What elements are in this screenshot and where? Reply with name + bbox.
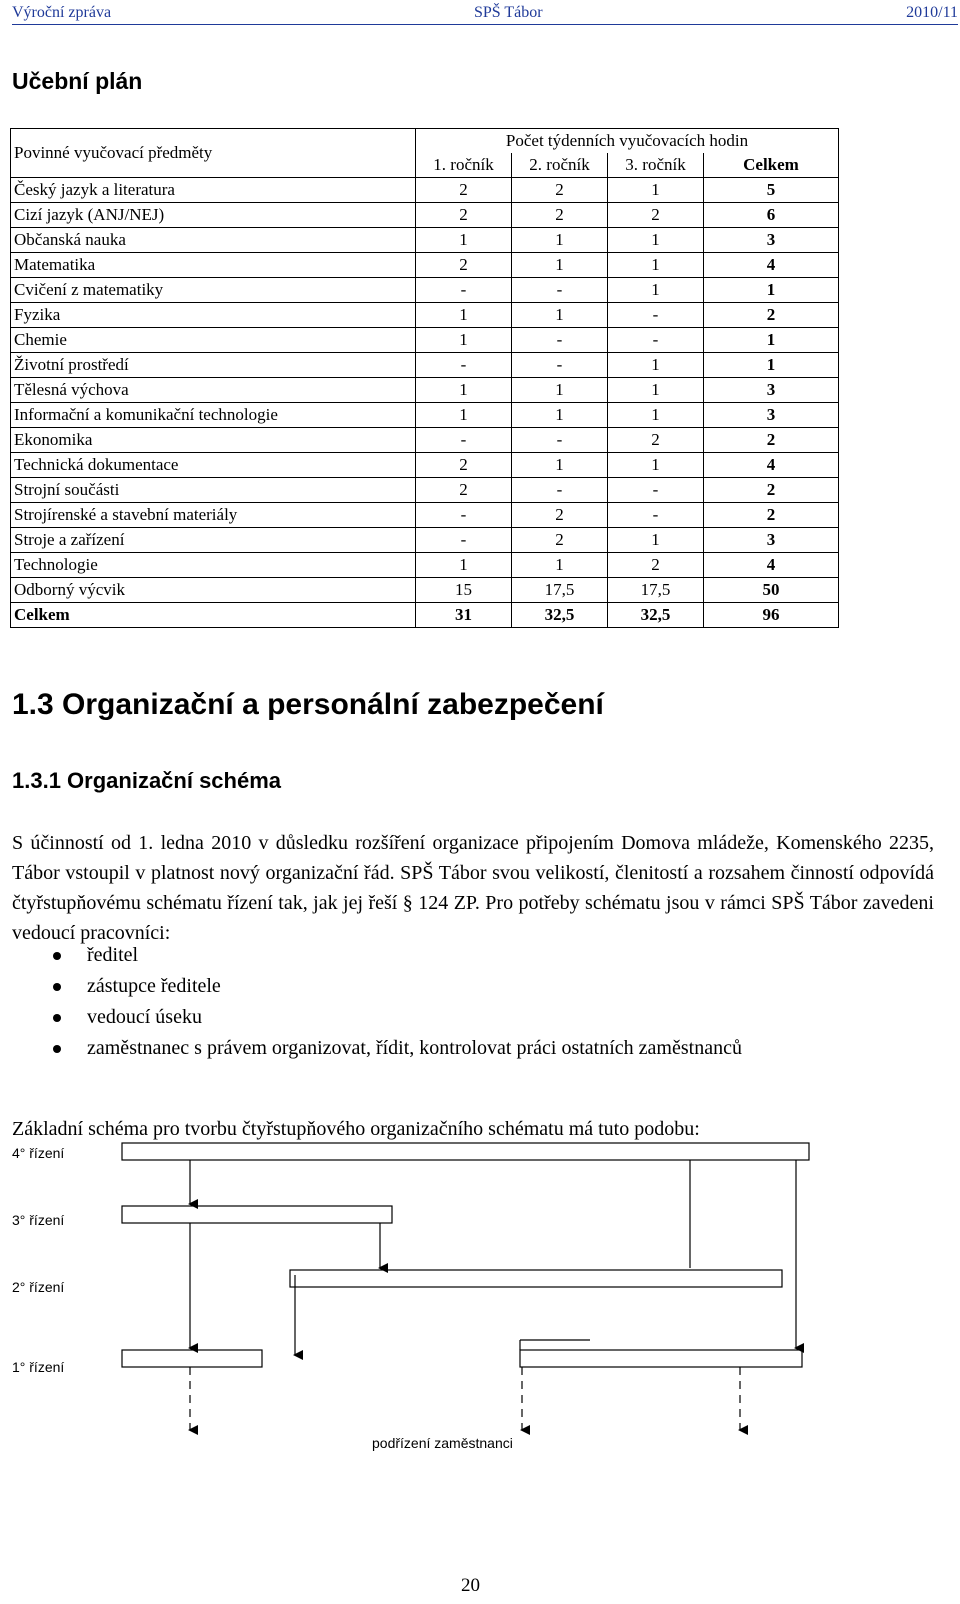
year-1-cell: 1 [416, 328, 512, 353]
year-2-cell: - [512, 278, 608, 303]
year-2-cell: 1 [512, 453, 608, 478]
year-3-cell: 1 [608, 353, 704, 378]
bullet-icon [53, 1045, 61, 1053]
intro-paragraph: S účinností od 1. ledna 2010 v důsledku rozšíření organizace připojením Domova mládeže, Komenského 2235, Tábor vstoupil v platnost nový organizační řád. SPŠ Tábor svou velikostí, členitostí a rozsahem činností odpovídá čtyřstupňovému schématu řízení tak, jak jej řeší § 124 ZP. Pro potřeby schématu jsou v rámci SPŠ Tábor zavedeni vedoucí pracovníci: [12, 832, 934, 944]
year-1-cell: - [416, 278, 512, 303]
bullet-icon [53, 1014, 61, 1022]
total-cell: 5 [704, 178, 839, 203]
year-1-cell: 31 [416, 603, 512, 628]
year-2-cell: - [512, 478, 608, 503]
year-2-cell: - [512, 328, 608, 353]
subject-cell: Ekonomika [11, 428, 416, 453]
year-1-cell: 1 [416, 378, 512, 403]
total-cell: 2 [704, 478, 839, 503]
year-3-cell: 2 [608, 428, 704, 453]
subject-cell: Strojírenské a stavební materiály [11, 503, 416, 528]
total-cell: 50 [704, 578, 839, 603]
year-1-cell: 15 [416, 578, 512, 603]
subsection-heading: 1.3.1 Organizační schéma [12, 768, 282, 793]
total-cell: 2 [704, 303, 839, 328]
year-1-cell: 1 [416, 228, 512, 253]
year-2-cell: 2 [512, 528, 608, 553]
year-1-cell: 1 [416, 303, 512, 328]
table-row [11, 478, 839, 503]
subordinates-label: podřízení zaměstnanci [372, 1435, 513, 1451]
table-row [11, 203, 839, 228]
year-3-cell: 2 [608, 203, 704, 228]
subject-cell: Chemie [11, 328, 416, 353]
table-row [11, 253, 839, 278]
year-2-cell: 1 [512, 253, 608, 278]
role-label: ředitel [87, 944, 139, 966]
year-1-cell: 1 [416, 403, 512, 428]
table-row [11, 553, 839, 578]
total-cell: 2 [704, 428, 839, 453]
total-cell: 4 [704, 253, 839, 278]
subject-cell: Celkem [11, 603, 416, 628]
year-2-cell: 2 [512, 178, 608, 203]
year-3-cell: 1 [608, 378, 704, 403]
year-2-cell: 1 [512, 303, 608, 328]
year-1-cell: - [416, 528, 512, 553]
header-year: 2010/11 [906, 4, 958, 21]
total-cell: 2 [704, 503, 839, 528]
subject-cell: Občanská nauka [11, 228, 416, 253]
total-cell: 6 [704, 203, 839, 228]
subject-cell: Tělesná výchova [11, 378, 416, 403]
year-1-cell: - [416, 353, 512, 378]
year-3-cell: 1 [608, 178, 704, 203]
list-item [12, 940, 742, 971]
year-2-cell: 2 [512, 203, 608, 228]
total-cell: 4 [704, 453, 839, 478]
table-row [11, 353, 839, 378]
total-cell: 1 [704, 328, 839, 353]
year-3-cell: - [608, 303, 704, 328]
year-2-cell: 1 [512, 403, 608, 428]
table-row [11, 503, 839, 528]
header-school: SPŠ Tábor [474, 4, 543, 21]
role-label: zaměstnanec s právem organizovat, řídit, kontrolovat práci ostatních zaměstnanců [87, 1037, 742, 1059]
subject-cell: Technologie [11, 553, 416, 578]
year-3-cell: - [608, 503, 704, 528]
list-item [12, 1033, 742, 1064]
year-3-cell: 1 [608, 528, 704, 553]
year-1-cell: 2 [416, 178, 512, 203]
year-2-cell: 1 [512, 378, 608, 403]
year-2-cell: - [512, 428, 608, 453]
bullet-icon [53, 952, 61, 960]
level-2-label: 2° řízení [12, 1279, 65, 1295]
year-2-cell: - [512, 353, 608, 378]
subject-cell: Životní prostředí [11, 353, 416, 378]
year-3-cell: - [608, 478, 704, 503]
list-item [12, 971, 742, 1002]
year-3-cell: 1 [608, 253, 704, 278]
year-3-cell: - [608, 328, 704, 353]
total-cell: 4 [704, 553, 839, 578]
year-3-cell: 32,5 [608, 603, 704, 628]
year-1-cell: 2 [416, 478, 512, 503]
level-4-label: 4° řízení [12, 1145, 65, 1161]
year-2-cell: 17,5 [512, 578, 608, 603]
table-row [11, 303, 839, 328]
total-row [11, 603, 839, 628]
year-2-cell: 32,5 [512, 603, 608, 628]
year-3-cell: 2 [608, 553, 704, 578]
role-label: vedoucí úseku [87, 1006, 202, 1028]
year-1-cell: 2 [416, 453, 512, 478]
level-4-box [122, 1143, 809, 1160]
page-header [12, 4, 960, 24]
level-1-box-right [520, 1350, 802, 1367]
year-2-cell: 1 [512, 228, 608, 253]
subject-cell: Odborný výcvik [11, 578, 416, 603]
subject-cell: Strojní součásti [11, 478, 416, 503]
curriculum-title: Učební plán [12, 68, 143, 94]
roles-list [12, 940, 742, 1064]
total-cell: 3 [704, 378, 839, 403]
table-row [11, 453, 839, 478]
total-cell: 3 [704, 403, 839, 428]
table-row [11, 403, 839, 428]
curriculum-table [10, 128, 839, 628]
page-number: 20 [461, 1575, 480, 1596]
table-row [11, 278, 839, 303]
year-2-cell: 1 [512, 553, 608, 578]
bullet-icon [53, 983, 61, 991]
subject-cell: Matematika [11, 253, 416, 278]
subject-cell: Cizí jazyk (ANJ/NEJ) [11, 203, 416, 228]
year-1-cell: 2 [416, 203, 512, 228]
role-label: zástupce ředitele [87, 975, 221, 997]
schema-intro-text: Základní schéma pro tvorbu čtyřstupňového organizačního schématu má tuto podobu: [12, 1118, 700, 1140]
table-row [11, 578, 839, 603]
level-3-label: 3° řízení [12, 1212, 65, 1228]
year-1-cell: 1 [416, 553, 512, 578]
section-heading: 1.3 Organizační a personální zabezpečení [12, 688, 604, 721]
hours-column-header: Počet týdenních vyučovacích hodin [416, 129, 839, 154]
table-row [11, 528, 839, 553]
subject-cell: Český jazyk a literatura [11, 178, 416, 203]
header-divider [12, 24, 958, 25]
level-3-box [122, 1206, 392, 1223]
table-row [11, 328, 839, 353]
total-cell: 1 [704, 353, 839, 378]
total-cell: 3 [704, 228, 839, 253]
org-schema-diagram [0, 1140, 960, 1470]
total-cell: 96 [704, 603, 839, 628]
table-row [11, 378, 839, 403]
subject-cell: Fyzika [11, 303, 416, 328]
year-3-cell: 1 [608, 278, 704, 303]
year-3-cell: 17,5 [608, 578, 704, 603]
level-2-box [290, 1270, 782, 1287]
year-3-cell: 1 [608, 228, 704, 253]
year-1-header: 1. ročník [416, 153, 512, 178]
subject-cell: Technická dokumentace [11, 453, 416, 478]
total-cell: 1 [704, 278, 839, 303]
year-3-cell: 1 [608, 453, 704, 478]
header-report-title: Výroční zpráva [12, 4, 112, 21]
list-item [12, 1002, 742, 1033]
subject-column-header: Povinné vyučovací předměty [11, 129, 416, 178]
table-row [11, 178, 839, 203]
year-3-header: 3. ročník [608, 153, 704, 178]
subject-cell: Cvičení z matematiky [11, 278, 416, 303]
table-header-row [11, 129, 839, 154]
level-1-box-left [122, 1350, 262, 1367]
table-row [11, 228, 839, 253]
year-3-cell: 1 [608, 403, 704, 428]
year-1-cell: - [416, 503, 512, 528]
year-2-header: 2. ročník [512, 153, 608, 178]
level-1-label: 1° řízení [12, 1359, 65, 1375]
year-2-cell: 2 [512, 503, 608, 528]
total-cell: 3 [704, 528, 839, 553]
year-1-cell: - [416, 428, 512, 453]
total-header: Celkem [704, 153, 839, 178]
table-row [11, 428, 839, 453]
year-1-cell: 2 [416, 253, 512, 278]
subject-cell: Stroje a zařízení [11, 528, 416, 553]
subject-cell: Informační a komunikační technologie [11, 403, 416, 428]
